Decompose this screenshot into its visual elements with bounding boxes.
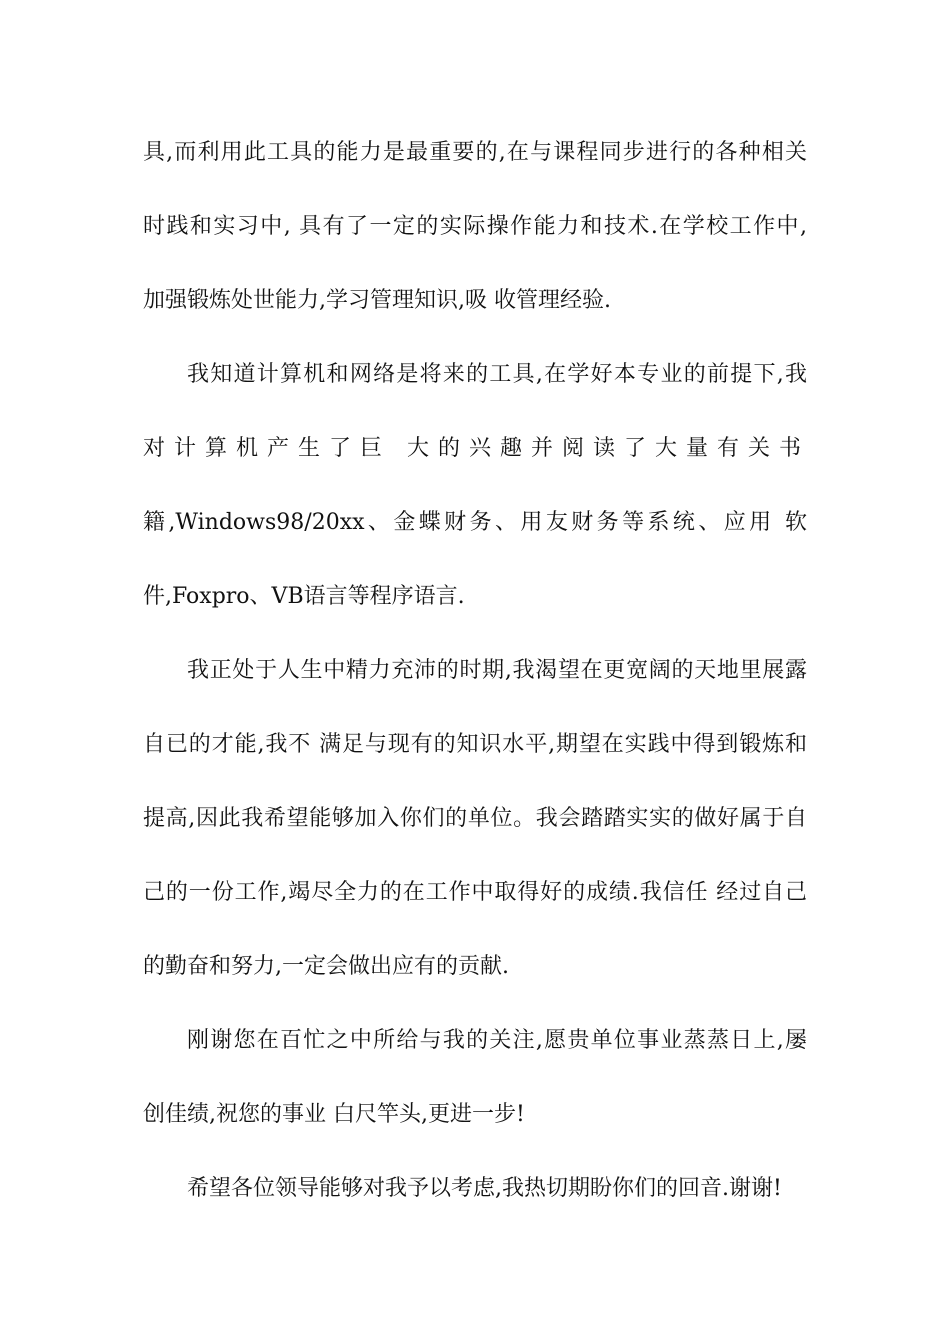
text-line: 的勤奋和努力,一定会做出应有的贡献.	[143, 954, 509, 979]
text-line: 对计算机产生了巨 大的兴趣并阅读了大量有关书	[143, 436, 807, 461]
text-line: 加强锻炼处世能力,学习管理知识,吸 收管理经验.	[143, 288, 611, 313]
text-line: 创佳绩,祝您的事业 白尺竿头,更进一步!	[143, 1102, 525, 1127]
paragraph-first-line: 刚谢您在百忙之中所给与我的关注,愿贵单位事业蒸蒸日上,屡	[187, 1028, 807, 1053]
text-line: 时践和实习中, 具有了一定的实际操作能力和技术.在学校工作中,	[143, 214, 807, 239]
text-line: 件,Foxpro、VB语言等程序语言.	[143, 584, 465, 609]
paragraph-first-line: 我正处于人生中精力充沛的时期,我渴望在更宽阔的天地里展露	[187, 658, 807, 683]
paragraph-first-line: 希望各位领导能够对我予以考虑,我热切期盼你们的回音.谢谢!	[187, 1176, 782, 1201]
text-line: 籍,Windows98/20xx、金蝶财务、用友财务等系统、应用 软	[143, 510, 807, 535]
text-line: 具,而利用此工具的能力是最重要的,在与课程同步进行的各种相关	[143, 140, 807, 165]
paragraph-first-line: 我知道计算机和网络是将来的工具,在学好本专业的前提下,我	[187, 362, 807, 387]
text-line: 己的一份工作,竭尽全力的在工作中取得好的成绩.我信任 经过自己	[143, 880, 807, 905]
text-line: 提高,因此我希望能够加入你们的单位。我会踏踏实实的做好属于自	[143, 806, 807, 831]
letter-body	[143, 128, 807, 1238]
text-line: 自已的才能,我不 满足与现有的知识水平,期望在实践中得到锻炼和	[143, 732, 807, 757]
